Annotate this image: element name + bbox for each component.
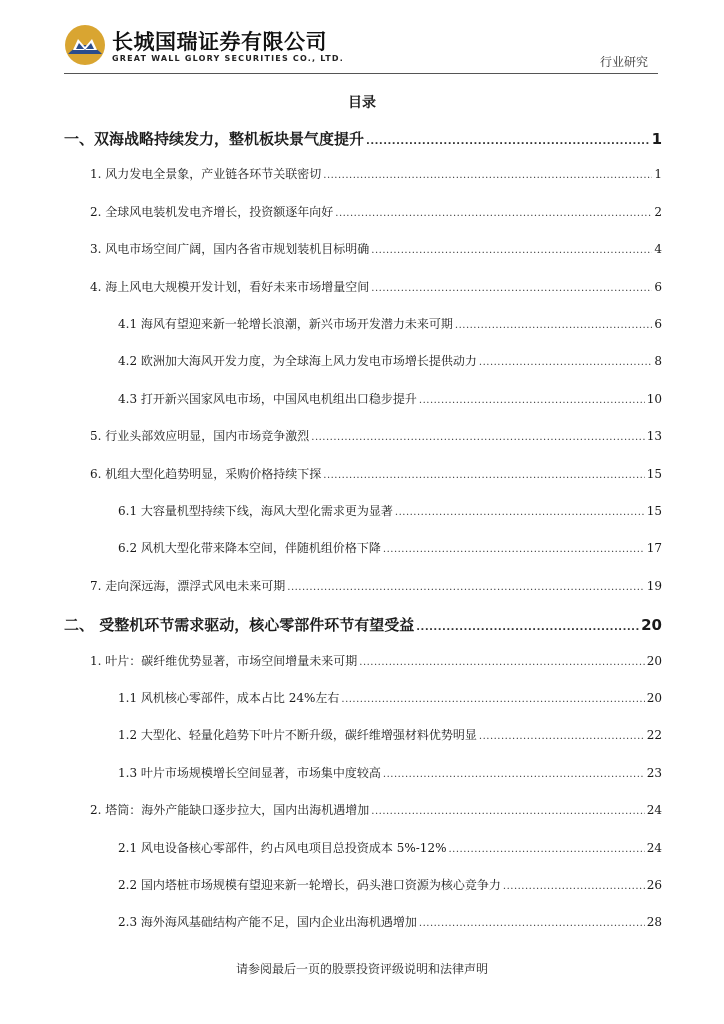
toc-chapter-entry[interactable] xyxy=(64,128,662,149)
toc-leader-dots xyxy=(395,507,645,518)
toc-entry-label: 1. 风力发电全景象，产业链各环节关联密切 xyxy=(90,167,322,182)
toc-entry-label: 3. 风电市场空间广阔，国内各省市规划装机目标明确 xyxy=(90,242,370,257)
toc-leader-dots xyxy=(311,432,644,443)
toc-page-number: 1 xyxy=(654,167,662,182)
toc-entry-label: 2.3 海外海风基础结构产能不足，国内企业出海机遇增加 xyxy=(118,915,417,930)
company-name-en: GREAT WALL GLORY SECURITIES CO., LTD. xyxy=(112,54,344,63)
toc-page-number: 24 xyxy=(646,803,662,818)
toc-entry-label: 5. 行业头部效应明显，国内市场竞争激烈 xyxy=(90,429,310,444)
toc-entry-label: 4.3 打开新兴国家风电市场，中国风电机组出口稳步提升 xyxy=(118,391,417,406)
toc-page-number: 15 xyxy=(646,504,662,518)
company-logo-icon xyxy=(64,24,106,66)
toc-page-number: 17 xyxy=(646,541,662,556)
toc-chapter-entry[interactable] xyxy=(64,614,662,635)
toc-page-number: 15 xyxy=(646,466,662,481)
toc-subsection-entry[interactable] xyxy=(118,764,662,781)
toc-page-number: 10 xyxy=(646,391,662,406)
toc-section-entry[interactable] xyxy=(90,278,662,295)
toc-section-entry[interactable] xyxy=(90,240,662,257)
toc-entry-label: 二、 受整机环节需求驱动，核心零部件环节有望受益 xyxy=(64,616,415,635)
toc-entry-label: 6.2 风机大型化带来降本空间，伴随机组价格下降 xyxy=(118,541,381,556)
toc-page-number: 23 xyxy=(646,765,662,780)
toc-subsection-entry[interactable] xyxy=(118,315,662,332)
toc-leader-dots xyxy=(341,694,644,705)
toc-leader-dots xyxy=(383,769,645,780)
toc-entry-label: 一、双海战略持续发力，整机板块景气度提升 xyxy=(64,130,365,148)
footer-disclaimer: 请参阅最后一页的股票投资评级说明和法律声明 xyxy=(235,962,488,976)
toc-entry-label: 1. 叶片：碳纤维优势显著，市场空间增量未来可期 xyxy=(90,653,358,668)
toc-entry-label: 1.2 大型化、轻量化趋势下叶片不断升级，碳纤维增强材料优势明显 xyxy=(118,728,477,743)
toc-entry-label: 4.1 海风有望迎来新一轮增长浪潮，新兴市场开发潜力未来可期 xyxy=(118,317,453,331)
toc-page-number: 1 xyxy=(651,130,662,148)
toc-section-entry[interactable] xyxy=(90,577,662,594)
toc-leader-dots xyxy=(371,283,652,294)
toc-leader-dots xyxy=(371,806,644,817)
toc-leader-dots xyxy=(419,918,645,929)
header-divider xyxy=(64,73,658,74)
toc-subsection-entry[interactable] xyxy=(118,390,662,407)
toc-leader-dots xyxy=(359,657,644,668)
toc-subsection-entry[interactable] xyxy=(118,539,662,556)
toc-title: 目录 xyxy=(348,95,376,111)
toc-entry-label: 1.1 风机核心零部件，成本占比 24%左右 xyxy=(118,691,340,705)
toc-entry-label: 2. 全球风电装机发电齐增长，投资额逐年向好 xyxy=(90,204,334,219)
toc-leader-dots xyxy=(503,881,645,892)
toc-subsection-entry[interactable] xyxy=(118,913,662,930)
toc-page-number: 24 xyxy=(646,840,662,855)
toc-leader-dots xyxy=(335,208,652,219)
toc-subsection-entry[interactable] xyxy=(118,352,662,369)
toc-leader-dots xyxy=(323,170,652,181)
toc-page-number: 4 xyxy=(654,242,662,257)
toc-section-entry[interactable] xyxy=(90,801,662,818)
page-header xyxy=(0,0,724,80)
toc-leader-dots xyxy=(479,357,652,368)
toc-leader-dots xyxy=(287,582,644,593)
toc-page-number: 19 xyxy=(646,578,662,593)
toc-page-number: 13 xyxy=(646,429,662,444)
toc-leader-dots xyxy=(479,731,645,742)
toc-section-entry[interactable] xyxy=(90,203,662,220)
toc-page-number: 28 xyxy=(646,915,662,930)
toc-section-entry[interactable] xyxy=(90,465,662,482)
toc-subsection-entry[interactable] xyxy=(118,839,662,856)
toc-page-number: 6 xyxy=(654,317,662,331)
toc-section-entry[interactable] xyxy=(90,427,662,444)
toc-subsection-entry[interactable] xyxy=(118,502,662,519)
toc-entry-label: 1.3 叶片市场规模增长空间显著，市场集中度较高 xyxy=(118,765,381,780)
toc-subsection-entry[interactable] xyxy=(118,876,662,893)
report-category: 行业研究 xyxy=(599,55,648,69)
company-name-cn: 长城国瑞证券有限公司 xyxy=(112,30,327,54)
toc-leader-dots xyxy=(416,622,639,633)
toc-entry-label: 6. 机组大型化趋势明显，采购价格持续下探 xyxy=(90,466,322,481)
toc-entry-label: 4. 海上风电大规模开发计划，看好未来市场增量空间 xyxy=(90,279,370,294)
toc-subsection-entry[interactable] xyxy=(118,726,662,743)
toc-page-number: 6 xyxy=(654,279,662,294)
toc-leader-dots xyxy=(323,470,644,481)
toc-page-number: 2 xyxy=(654,204,662,219)
toc-page-number: 20 xyxy=(641,616,662,635)
toc-page-number: 22 xyxy=(646,728,662,743)
toc-leader-dots xyxy=(366,136,650,147)
toc-leader-dots xyxy=(419,395,645,406)
toc-section-entry[interactable] xyxy=(90,652,662,669)
toc-leader-dots xyxy=(383,544,645,555)
toc-entry-label: 2.1 风电设备核心零部件，约占风电项目总投资成本 5%-12% xyxy=(118,840,447,855)
toc-section-entry[interactable] xyxy=(90,165,662,182)
toc-entry-label: 6.1 大容量机型持续下线，海风大型化需求更为显著 xyxy=(118,504,393,518)
toc-entry-label: 4.2 欧洲加大海风开发力度，为全球海上风力发电市场增长提供动力 xyxy=(118,354,477,369)
toc-leader-dots xyxy=(455,320,652,331)
toc-page-number: 26 xyxy=(646,878,662,892)
toc-subsection-entry[interactable] xyxy=(118,689,662,706)
toc-entry-label: 2. 塔筒：海外产能缺口逐步拉大，国内出海机遇增加 xyxy=(90,803,370,818)
toc-leader-dots xyxy=(448,844,644,855)
toc-entry-label: 2.2 国内塔桩市场规模有望迎来新一轮增长，码头港口资源为核心竞争力 xyxy=(118,878,501,892)
toc-entry-label: 7. 走向深远海，漂浮式风电未来可期 xyxy=(90,578,286,593)
toc-leader-dots xyxy=(371,245,652,256)
toc-page-number: 8 xyxy=(654,354,662,369)
toc-page-number: 20 xyxy=(646,691,662,705)
toc-page-number: 20 xyxy=(646,653,662,668)
